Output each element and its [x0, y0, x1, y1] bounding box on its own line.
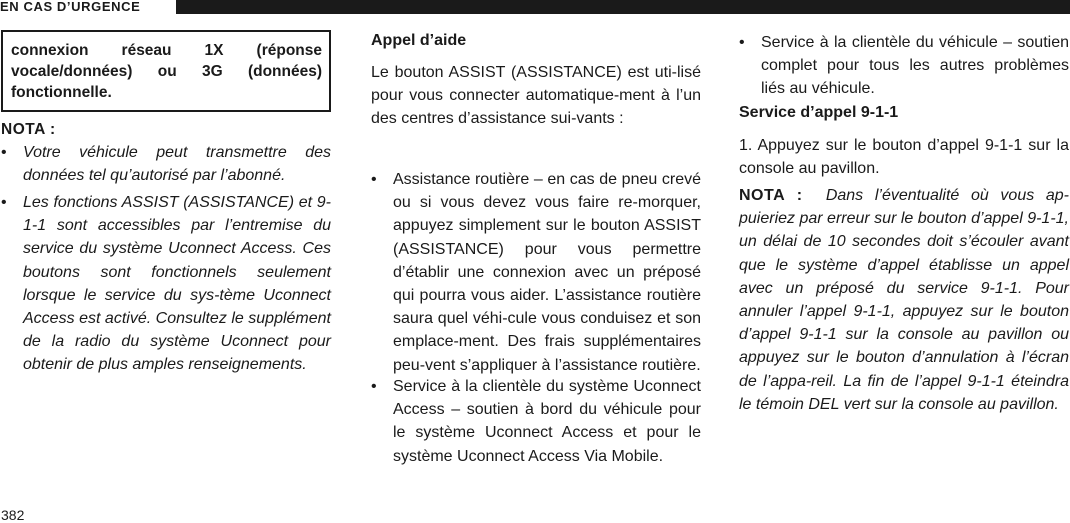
- section-heading: Service d’appel 9-1-1: [739, 104, 899, 121]
- boxed-note-text: connexion réseau 1X (réponse vocale/données) ou 3G (données) fonctionnelle.: [11, 42, 322, 101]
- nota-paragraph: [739, 184, 1069, 416]
- section-heading: Appel d’aide: [371, 32, 467, 49]
- intro-paragraph: Le bouton ASSIST (ASSISTANCE) est uti-lisé pour vous connecter automatique-ment à l’un des centres d’assistance sui-vants :: [371, 64, 701, 128]
- running-header: [0, 0, 1070, 15]
- page-number: 382: [1, 507, 25, 523]
- section-title: EN CAS D’URGENCE: [0, 0, 152, 14]
- nota-text: Dans l’éventualité où vous ap-puieriez par erreur sur le bouton d’appel 9-1-1, un délai de 10 secondes doit s’écouler avant que le système d’appel établisse un appel avec un préposé du service 9-1-1. Pour annuler l’appel 9-1-1, appuyez sur le bouton d’appel 9-1-1 sur la console au pavillon ou appuyez sur le bouton d’annulation à l’écran de l’appa-reil. La fin de l’appel 9-1-1 éteindra le témoin DEL vert sur la console au pavillon.: [739, 187, 1069, 413]
- boxed-note: [1, 30, 331, 112]
- list-item-text: Service à la clientèle du système Uconnect Access – soutien à bord du véhicule pour le système Uconnect Access et pour le système Uconnect Access Via Mobile.: [393, 378, 701, 465]
- bullet-icon: •: [371, 171, 377, 188]
- list-item-text: Les fonctions ASSIST (ASSISTANCE) et 9-1-1 sont accessibles par l’entremise du service du système Uconnect Access. Ces boutons sont fonctionnels seulement lorsque le service du sys-tème Uconnect Access est activé. Consultez le supplément de la radio du système Uconnect pour obtenir de plus amples renseignements.: [23, 194, 331, 374]
- list-item-text: Votre véhicule peut transmettre des données tel qu’autorisé par l’abonné.: [23, 144, 331, 185]
- bullet-icon: •: [1, 194, 7, 211]
- step-paragraph: 1. Appuyez sur le bouton d’appel 9-1-1 sur la console au pavillon.: [739, 137, 1069, 178]
- nota-heading: NOTA :: [1, 121, 56, 138]
- nota-label: NOTA :: [739, 187, 803, 204]
- list-item-text: Service à la clientèle du véhicule – soutien complet pour tous les autres problèmes liés au véhicule.: [761, 34, 1069, 98]
- bullet-icon: •: [1, 144, 7, 161]
- list-item-text: Assistance routière – en cas de pneu crevé ou si vous devez vous faire re-morquer, appuyez simplement sur le bouton ASSIST (ASSISTANCE) pour vous permettre d’établir une connexion avec un préposé qui pourra vous aider. L’assistance routière saura quel véhi-cule vous conduisez et son emplace-ment. Des frais supplémentaires peu-vent s’appliquer à l’assistance routière.: [393, 171, 701, 374]
- header-rule: [176, 0, 1070, 14]
- bullet-icon: •: [739, 34, 745, 51]
- bullet-icon: •: [371, 378, 377, 395]
